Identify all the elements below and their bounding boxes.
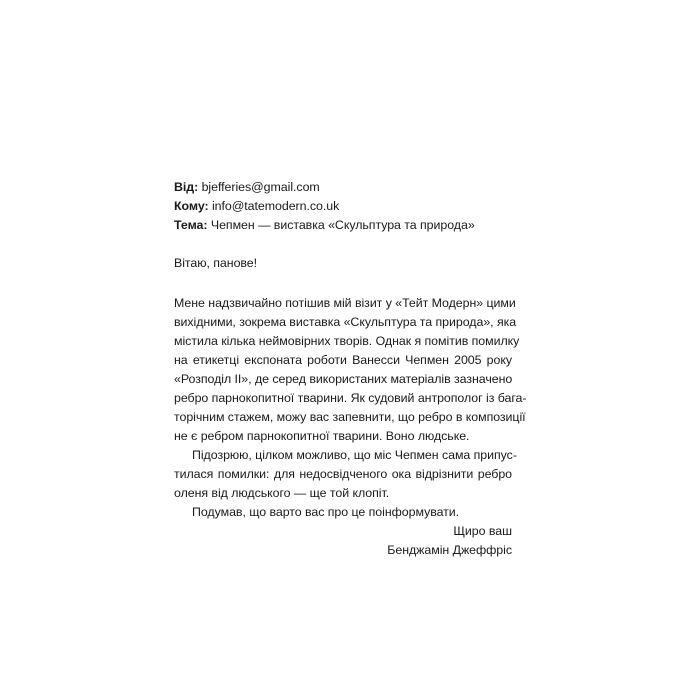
paragraph-1-line: не є ребром парнокопитної тварини. Воно людське. (174, 429, 470, 443)
signature-closing: Щиро ваш (453, 524, 512, 538)
subject-label: Тема: (174, 218, 208, 232)
paragraph-1-line: Мене надзвичайно потішив мій візит у «Тейт Модерн» цими (174, 296, 516, 310)
subject-value: Чепмен — виставка «Скульптура та природа» (210, 218, 475, 232)
paragraph-1 (174, 294, 527, 446)
paragraph-3-line: Подумав, що варто вас про це поінформувати. (192, 505, 460, 519)
signature (174, 522, 512, 560)
paragraph-1-line: торічним стажем, можу вас запевнити, що ребро в композиції (174, 410, 526, 424)
paragraph-2 (174, 446, 517, 503)
paragraph-2-line: Підозрюю, цілком можливо, що міс Чепмен сама припус- (192, 448, 517, 462)
from-value: bjefferies@gmail.com (201, 180, 320, 194)
from-label: Від: (174, 180, 199, 194)
to-label: Кому: (174, 199, 209, 213)
paragraph-1-line: вихідними, зокрема виставка «Скульптура та природа», яка (174, 315, 517, 329)
paragraph-1-line: на етикетці експоната роботи Ванесси Чепмен 2005 року (174, 353, 512, 367)
paragraph-1-line: ребро парнокопитної тварини. Як судовий антрополог із бага- (174, 391, 527, 405)
to-value: info@tatemodern.co.uk (211, 199, 340, 213)
paragraph-1-line: містила кілька неймовірних творів. Однак я помітив помилку (174, 334, 520, 348)
to-line (174, 197, 512, 216)
subject-line (174, 216, 512, 235)
paragraph-1-line: «Розподіл II», де серед використаних матеріалів зазначено (174, 372, 513, 386)
greeting: Вітаю, панове! (174, 256, 258, 270)
signature-name: Бенджамін Джеффріс (387, 543, 512, 557)
email-header (174, 178, 512, 235)
email-letter (174, 178, 527, 560)
paragraph-3 (174, 503, 512, 522)
paragraph-2-line: оленя від людського — ще той клопіт. (174, 486, 390, 500)
paragraph-2-line: тилася помилки: для недосвідченого ока відрізнити ребро (174, 467, 512, 481)
from-line (174, 178, 512, 197)
